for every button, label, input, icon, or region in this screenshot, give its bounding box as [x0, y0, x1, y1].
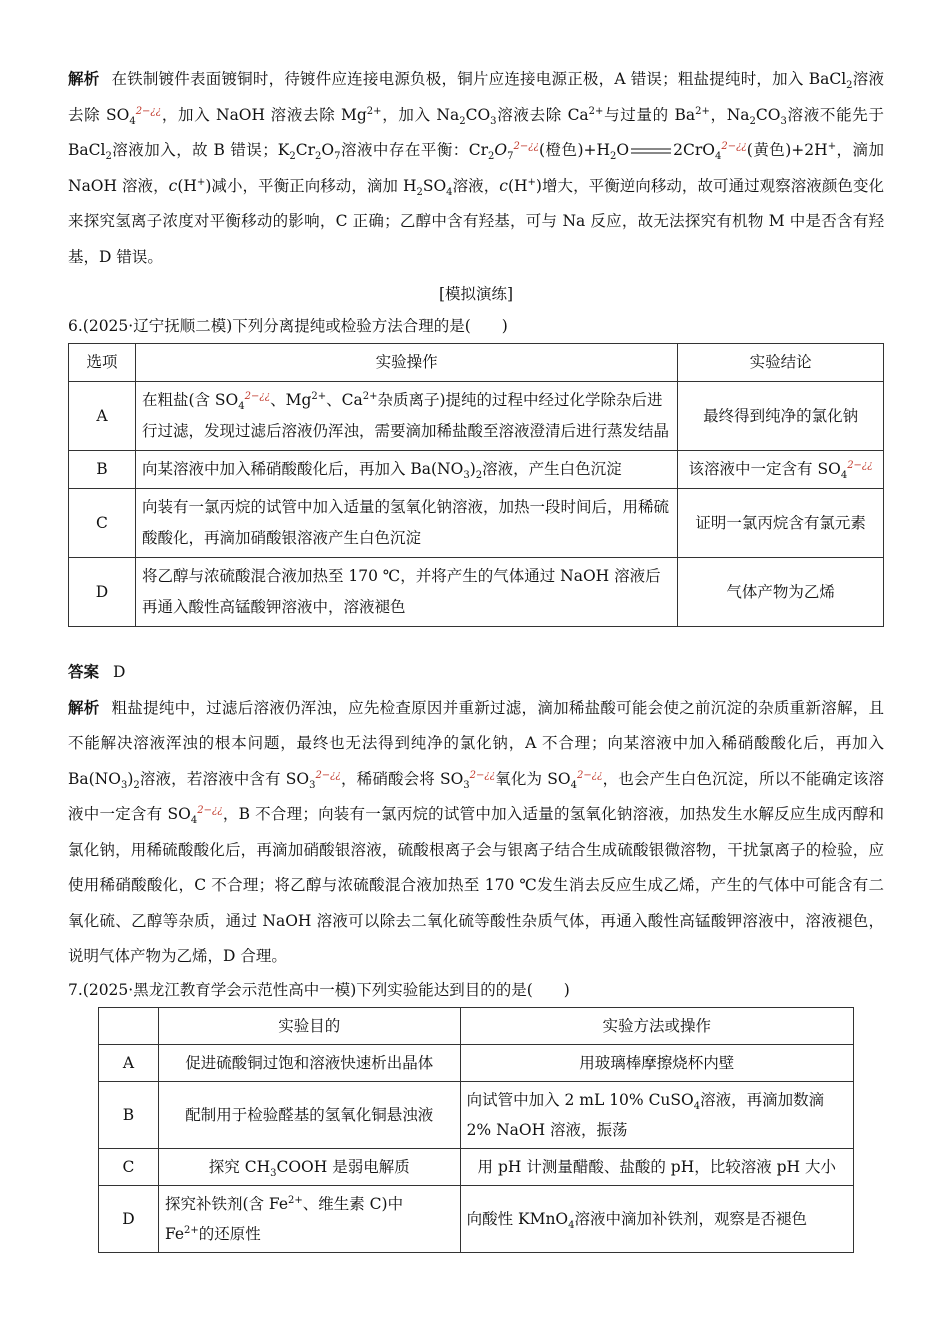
header-blank [99, 1007, 159, 1044]
option-label: D [69, 558, 136, 627]
option-label: A [69, 382, 136, 451]
section-title: [模拟演练] [438, 285, 514, 303]
header-goal: 实验目的 [158, 1007, 460, 1044]
conclusion-cell: 气体产物为乙烯 [678, 558, 884, 627]
equilibrium-arrow-icon [629, 145, 673, 157]
table-header-row [69, 344, 884, 382]
page [68, 62, 884, 1253]
header-method: 实验方法或操作 [460, 1007, 853, 1044]
answer-6 [68, 655, 884, 691]
question-7-table [98, 1007, 854, 1253]
option-label: C [99, 1148, 159, 1185]
method-cell: 向试管中加入 2 mL 10% CuSO$_4$溶液，再滴加数滴 2% NaOH 溶液，振荡 [460, 1081, 853, 1148]
option-label: B [99, 1081, 159, 1148]
table-row [69, 558, 884, 627]
question-7-stem: 7.(2025·黑龙江教育学会示范性高中一模)下列实验能达到目的的是( ) [68, 980, 570, 999]
operation-cell: 向装有一氯丙烷的试管中加入适量的氢氧化钠溶液，加热一段时间后，用稀硫酸酸化，再滴加硝酸银溶液产生白色沉淀 [135, 489, 677, 558]
table-row [99, 1081, 854, 1148]
question-6-stem: 6.(2025·辽宁抚顺二模)下列分离提纯或检验方法合理的是( ) [68, 317, 508, 335]
table-row [69, 451, 884, 489]
operation-cell: 在粗盐(含 $SO_4^{2-¿¿}$、$Mg^{2+}$、$Ca^{2+}$杂质离子)提纯的过程中经过化学除杂后进行过滤，发现过滤后溶液仍浑浊，需要滴加稀盐酸至溶液澄清后进行蒸发结晶 [135, 382, 677, 451]
option-label: C [69, 489, 136, 558]
table-header-row [99, 1007, 854, 1044]
table-row [99, 1044, 854, 1081]
table-row [99, 1148, 854, 1185]
goal-cell: 配制用于检验醛基的氢氧化铜悬浊液 [158, 1081, 460, 1148]
method-cell: 用 pH 计测量醋酸、盐酸的 pH，比较溶液 pH 大小 [460, 1148, 853, 1185]
analysis-6: 解析 粗盐提纯中，过滤后溶液仍浑浊，应先检查原因并重新过滤，滴加稀盐酸可能会使之前沉淀的杂质重新溶解，且不能解决溶液浑浊的根本问题，最终也无法得到纯净的氯化钠，A 不合理；向某溶液中加入稀硝酸酸化后，再加入 $Ba(NO_3)_2$溶液，若溶液中含有 $SO_3^{2-¿¿}$，稀硝酸会将 $SO_3^{2-¿¿}$氧化为 $SO_4^{2-¿¿}$，也会产生白色沉淀，所以不能确定该溶液中一定含有 $SO_4^{2-¿¿}$，B 不合理；向装有一氯丙烷的试管中加入适量的氢氧化钠溶液，加热发生水解反应生成丙醇和氯化钠，用稀硫酸酸化后，再滴加硝酸银溶液，硫酸根离子会与银离子结合生成硫酸银微溶物，干扰氯离子的检验，应使用稀硝酸酸化，C 不合理；将乙醇与浓硫酸混合液加热至 170 ℃发生消去反应生成乙烯，产生的气体中可能含有二氧化硫、乙醇等杂质，通过 NaOH 溶液可以除去二氧化硫等酸性杂质气体，再通入酸性高锰酸钾溶液中，溶液褪色，说明气体产物为乙烯，D 合理。 [68, 698, 884, 965]
header-conclusion: 实验结论 [678, 344, 884, 382]
option-label: A [99, 1044, 159, 1081]
goal-cell: 促进硫酸铜过饱和溶液快速析出晶体 [158, 1044, 460, 1081]
conclusion-cell: 证明一氯丙烷含有氯元素 [678, 489, 884, 558]
conclusion-cell: 该溶液中一定含有 $SO_4^{2-¿¿}$ [678, 451, 884, 489]
goal-cell: 探究补铁剂(含 $Fe^{2+}$、维生素 C)中 $Fe^{2+}$的还原性 [158, 1185, 460, 1252]
operation-cell: 将乙醇与浓硫酸混合液加热至 170 ℃，并将产生的气体通过 NaOH 溶液后再通入酸性高锰酸钾溶液中，溶液褪色 [135, 558, 677, 627]
header-option: 选项 [69, 344, 136, 382]
method-cell: 用玻璃棒摩擦烧杯内壁 [460, 1044, 853, 1081]
analysis-label: 解析 [68, 70, 100, 88]
analysis-label: 解析 [68, 698, 100, 717]
option-label: D [99, 1185, 159, 1252]
table-row [69, 489, 884, 558]
answer-label: 答案 [68, 663, 100, 681]
table-row [99, 1185, 854, 1252]
goal-cell: 探究 $CH_3COOH$ 是弱电解质 [158, 1148, 460, 1185]
conclusion-cell: 最终得到纯净的氯化钠 [678, 382, 884, 451]
method-cell: 向酸性 KMnO$_4$溶液中滴加补铁剂，观察是否褪色 [460, 1185, 853, 1252]
analysis-5: 解析 在铁制镀件表面镀铜时，待镀件应连接电源负极，铜片应连接电源正极，A 错误；粗盐提纯时，加入 BaCl$_2$溶液去除 $SO_4^{2-¿¿}$，加入 NaOH 溶液去除 $Mg^{2+}$，加入 $Na_2CO_3$溶液去除 $Ca^{2+}$与过量的 $Ba^{2+}$，$Na_2CO_3$溶液不能先于 BaCl$_2$溶液加入，故 B 错误；$K_2Cr_2O_7$溶液中存在平衡：$Cr_2O_7^{2-¿¿}$(橙色)$+H_2O$ 2CrO$_4^{2-¿¿}$(黄色)+2H+，滴加 NaOH 溶液，c(H+)减小，平衡正向移动，滴加 $H_2SO_4$溶液，c(H+)增大，平衡逆向移动，故可通过观察溶液颜色变化来探究氢离子浓度对平衡移动的影响，C 正确；乙醇中含有羟基，可与 Na 反应，故无法探究有机物 M 中是否含有羟基，D 错误。 [68, 70, 884, 266]
header-operation: 实验操作 [135, 344, 677, 382]
option-label: B [69, 451, 136, 489]
table-row [69, 382, 884, 451]
operation-cell: 向某溶液中加入稀硝酸酸化后，再加入 $Ba(NO_3)_2$溶液，产生白色沉淀 [135, 451, 677, 489]
answer-value: D [113, 663, 126, 681]
question-6-table [68, 343, 884, 627]
